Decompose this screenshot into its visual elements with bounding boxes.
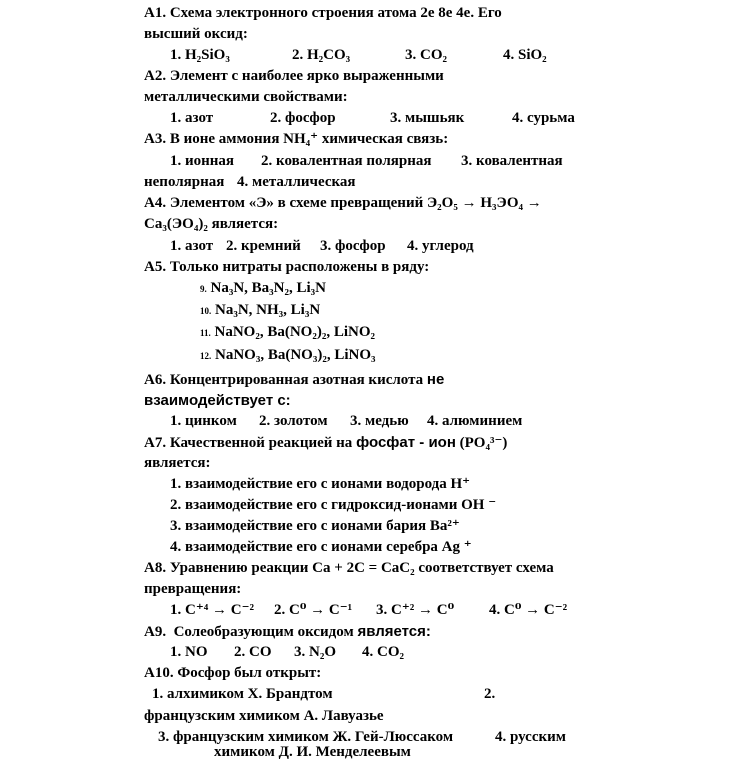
emphasis-text: фосфат - ион — [356, 434, 456, 451]
option-cont: неполярная — [144, 174, 225, 190]
option: 3. ковалентная — [461, 153, 563, 169]
option: 1. NO — [170, 644, 208, 660]
emphasis-text: не — [426, 371, 445, 388]
question-text: Качественной реакцией на — [169, 435, 353, 451]
question-text: Только нитраты расположены в ряду: — [169, 259, 430, 275]
emphasis-text: является: — [357, 623, 431, 640]
question-a6 — [144, 369, 444, 391]
option-row — [200, 300, 320, 322]
option: 4. металлическая — [237, 174, 356, 190]
option-row — [200, 322, 375, 344]
formula: (PO₄³⁻) — [459, 435, 508, 451]
option-number: 10. — [200, 306, 212, 316]
option: 4. C⁰ → C⁻² — [489, 602, 568, 618]
question-text: В ионе аммония NH₄⁺ химическая связь: — [169, 131, 449, 147]
question-text: Элемент с наиболее ярко выраженными — [169, 68, 444, 84]
option: 2. ковалентная полярная — [261, 153, 432, 169]
option-cont: химиком Д. И. Менделеевым — [214, 744, 411, 760]
option: 2. кремний — [226, 238, 301, 254]
option: 2. фосфор — [270, 110, 336, 126]
question-a4 — [144, 193, 542, 214]
question-text: Концентрированная азотная кислота — [169, 372, 424, 388]
option: 3. французским химиком Ж. Гей-Люссаком — [158, 729, 454, 745]
option: Na₃N, NH₃, Li₃N — [215, 302, 321, 318]
question-number: А6. — [144, 372, 167, 388]
question-text-cont: металлическими свойствами: — [144, 89, 348, 105]
question-a3 — [144, 129, 448, 150]
question-a8 — [144, 558, 554, 579]
option-number: 12. — [200, 351, 212, 361]
option: 1. H₂SiO₃ — [170, 47, 230, 63]
option: 2. C⁰ → C⁻¹ — [274, 602, 353, 618]
option: 2. H₂CO₃ — [292, 47, 351, 63]
question-a1 — [144, 3, 502, 24]
question-number: А5. — [144, 259, 167, 275]
option: 1. алхимиком Х. Брандтом — [152, 686, 333, 702]
option: 3. мышьяк — [390, 110, 465, 126]
question-number: А1. — [144, 5, 167, 21]
option: 2. CO — [234, 644, 272, 660]
option: 1. взаимодействие его с ионами водорода H⁺ — [170, 476, 471, 492]
question-number: А10. — [144, 665, 174, 681]
option: 4. русским — [495, 729, 567, 745]
option: 4. углерод — [407, 238, 474, 254]
option-cont: французским химиком А. Лавуазье — [144, 708, 384, 724]
option: 3. взаимодействие его с ионами бария Ba²⁺ — [170, 518, 460, 534]
option: 1. азот — [170, 110, 214, 126]
option: 2. взаимодействие его с гидроксид-ионами OH ⁻ — [170, 497, 497, 513]
question-text: Уравнению реакции Ca + 2C = CaC₂ соответствует схема — [169, 560, 554, 576]
option: 1. C⁺⁴ → C⁻² — [170, 602, 254, 618]
option: 4. SiO₂ — [503, 47, 547, 63]
question-a7 — [144, 432, 507, 454]
question-number: А4. — [144, 195, 167, 211]
question-number: А8. — [144, 560, 167, 576]
option: 3. медью — [350, 413, 409, 429]
option: 4. CO₂ — [362, 644, 404, 660]
option: 3. C⁺² → C⁰ — [376, 602, 455, 618]
option: 2. золотом — [259, 413, 328, 429]
question-text-cont: превращения: — [144, 581, 242, 597]
option-row — [200, 345, 376, 367]
option: 1. цинком — [170, 413, 237, 429]
option-number: 9. — [200, 284, 207, 294]
question-text-cont: является: — [144, 455, 211, 471]
option: 3. N₂O — [294, 644, 336, 660]
question-a10 — [144, 663, 321, 684]
emphasis-text: взаимодействует с: — [144, 392, 291, 409]
question-number: А3. — [144, 131, 167, 147]
option: 1. азот — [170, 238, 214, 254]
option: 4. алюминием — [427, 413, 523, 429]
option-number: 2. — [484, 686, 496, 702]
option-number: 11. — [200, 328, 211, 338]
option: 4. взаимодействие его с ионами серебра Ag ⁺ — [170, 539, 472, 555]
question-text: Солеобразующим оксидом — [173, 624, 354, 640]
option: 3. CO₂ — [405, 47, 447, 63]
question-text-cont: высший оксид: — [144, 26, 248, 42]
option: 4. сурьма — [512, 110, 575, 126]
question-a9 — [144, 621, 431, 643]
option: 1. ионная — [170, 153, 235, 169]
question-number: А9. — [144, 624, 167, 640]
question-text: Схема электронного строения атома 2е 8е 4е. Его — [169, 5, 502, 21]
option: Na₃N, Ba₃N₂, Li₃N — [210, 280, 326, 296]
question-number: А2. — [144, 68, 167, 84]
option: 3. фосфор — [320, 238, 386, 254]
question-number: А7. — [144, 435, 167, 451]
question-text-cont: Ca₃(ЭО₄)₂ является: — [144, 216, 279, 232]
question-text: Фосфор был открыт: — [177, 665, 322, 681]
question-a2 — [144, 66, 444, 87]
option: NaNO₃, Ba(NO₃)₂, LiNO₃ — [215, 347, 376, 363]
option-row — [200, 278, 326, 300]
question-text: Элементом «Э» в схеме превращений Э₂О₅ → H₃ЭО₄ → — [169, 195, 542, 211]
option: NaNO₂, Ba(NO₂)₂, LiNO₂ — [214, 324, 376, 340]
question-a5 — [144, 257, 429, 278]
